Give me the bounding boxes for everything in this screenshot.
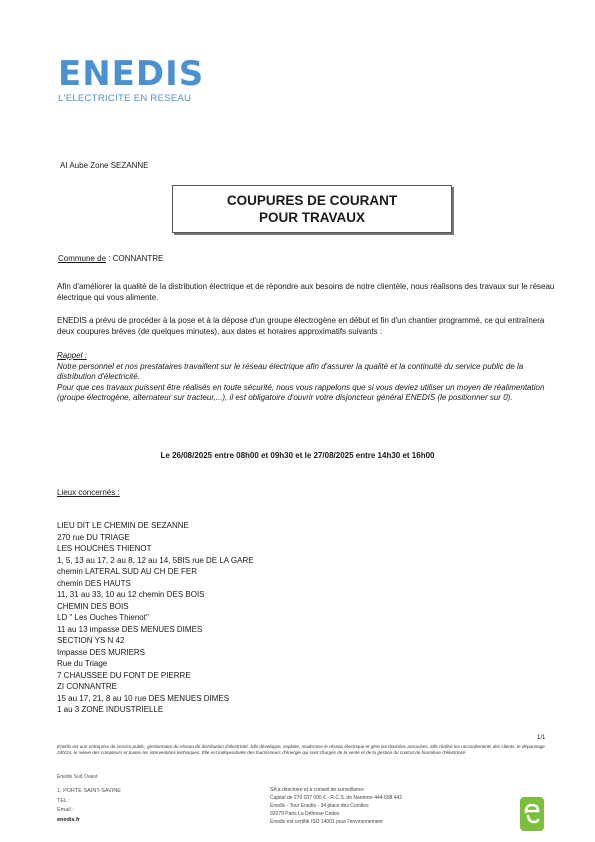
location-item: chemin DES HAUTS [57,578,131,588]
company-line-3: Enedis - Tour Enedis - 34 place des Corolles [270,803,369,809]
commune-label: Commune de [58,254,107,263]
location-item: SECTION YS N 42 [57,636,125,645]
company-line-5: Enedis est certifié ISO 14001 pour l'environnement [270,819,383,825]
lieux-heading: Lieux concernés : [57,488,120,497]
location-item: 1, 5, 13 au 17, 2 au 8, 12 au 14, 5BIS rue DE LA GARE [57,555,254,565]
address-line-3: Email : [57,807,74,813]
location-item: Impasse DES MURIERS [57,647,146,657]
location-item: 11 au 13 impasse DES MENUES DIMES [57,624,203,634]
location-item: 7 CHAUSSEE DU FONT DE PIERRE [57,670,191,680]
location-item: 11, 31 au 33, 10 au 12 chemin DES BOIS [57,590,205,599]
location-item: chemin LATERAL SUD AU CH DE FER [57,567,198,576]
footer-company [270,786,402,826]
logo-wordmark: ENEDIS [58,54,205,94]
rappel-line-2: Pour que ces travaux puissent être réalisés en toute sécurité, nous vous rappelons que si vous deviez utiliser un moyen de réalimentation (groupe électrogène, alternateur sur tracteur,...), il est obligatoire d'ouvrir votre disjoncteur général ENEDIS (le positionner sur 0). [57,382,545,402]
title-line-2: POUR TRAVAUX [258,210,365,225]
commune-line [58,254,163,263]
rappel-line-1: Notre personnel et nos prestataires travaillent sur le réseau électrique afin d'assurer la qualité et la continuité du service public de la distribution d'électricité. [57,361,524,381]
location-item: ZI CONNANTRE [57,682,117,691]
company-line-4: 92079 Paris La Défense Cedex [270,811,340,817]
recipient-line: AI Aube Zone SEZANNE [60,161,149,170]
company-line-1: SA à directoire et à conseil de surveillance [270,787,364,793]
footer-address [57,787,121,825]
location-item: LES HOUCHES THIENOT [57,544,152,553]
locations-list [57,520,254,716]
company-line-2: Capital de 270 037 000 € - R.C.S. de Nanterre 444 608 442 [270,795,403,801]
title-box [172,185,452,233]
address-line-2: TEL : [57,797,70,804]
generator-paragraph: ENEDIS a prévu de procéder à la pose et à la dépose d'un groupe électrogène en début et fin d'un chantier programmé, ce qui entraînera deux coupures brèves (de quelques minutes), aux dates et horaires approximatifs suivants : [57,316,545,336]
page-number: 1/1 [537,735,546,741]
enedis-logo [58,54,205,104]
location-item: CHEMIN DES BOIS [57,601,129,611]
logo-tagline: L'ELECTRICITE EN RESEAU [58,93,192,104]
rappel-block [57,351,555,404]
enedis-emblem-icon [520,797,544,836]
commune-separator: : [106,254,113,263]
title-line-1: COUPURES DE COURANT [226,193,398,208]
address-line-1: 1, PORTE SAINT-SAVINE [57,788,121,794]
intro-paragraph: Afin d'améliorer la qualité de la distribution électrique et de répondre aux besoins de notre clientèle, nous réalisons des travaux sur le réseau électrique qui vous alimente. [57,282,555,302]
location-item: LIEU DIT LE CHEMIN DE SEZANNE [57,521,189,530]
legal-text: Enedis est une entreprise de service public, gestionnaire du réseau de distribution d'électricité. Elle développe, exploite, modernise le réseau électrique et gère les données associées. Elle réalise les raccordements des clients, le dépannage 24h/24, le relevé des compteurs et toutes les interventions techniques. Elle est indépendante des fournisseurs d'énergie qui sont chargés de la vente et de la gestion du contrat de fourniture d'électricité. [57,744,545,755]
location-item: LD " Les Ouches Thienot" [57,613,149,622]
location-item: Rue du Triage [57,659,108,668]
footer-unit: Enedis Sud Ouest [57,774,98,780]
location-item: 270 rue DU TRIAGE [57,532,130,542]
commune-value: CONNANTRE [112,254,164,263]
website-link[interactable]: enedis.fr [57,816,80,823]
rappel-heading: Rappel : [57,351,87,360]
outage-dates: Le 26/08/2025 entre 08h00 et 09h30 et le 27/08/2025 entre 14h30 et 16h00 [160,451,435,460]
location-item: 15 au 17, 21, 8 au 10 rue DES MENUES DIMES [57,693,230,703]
location-item: 1 au 3 ZONE INDUSTRIELLE [57,705,164,714]
